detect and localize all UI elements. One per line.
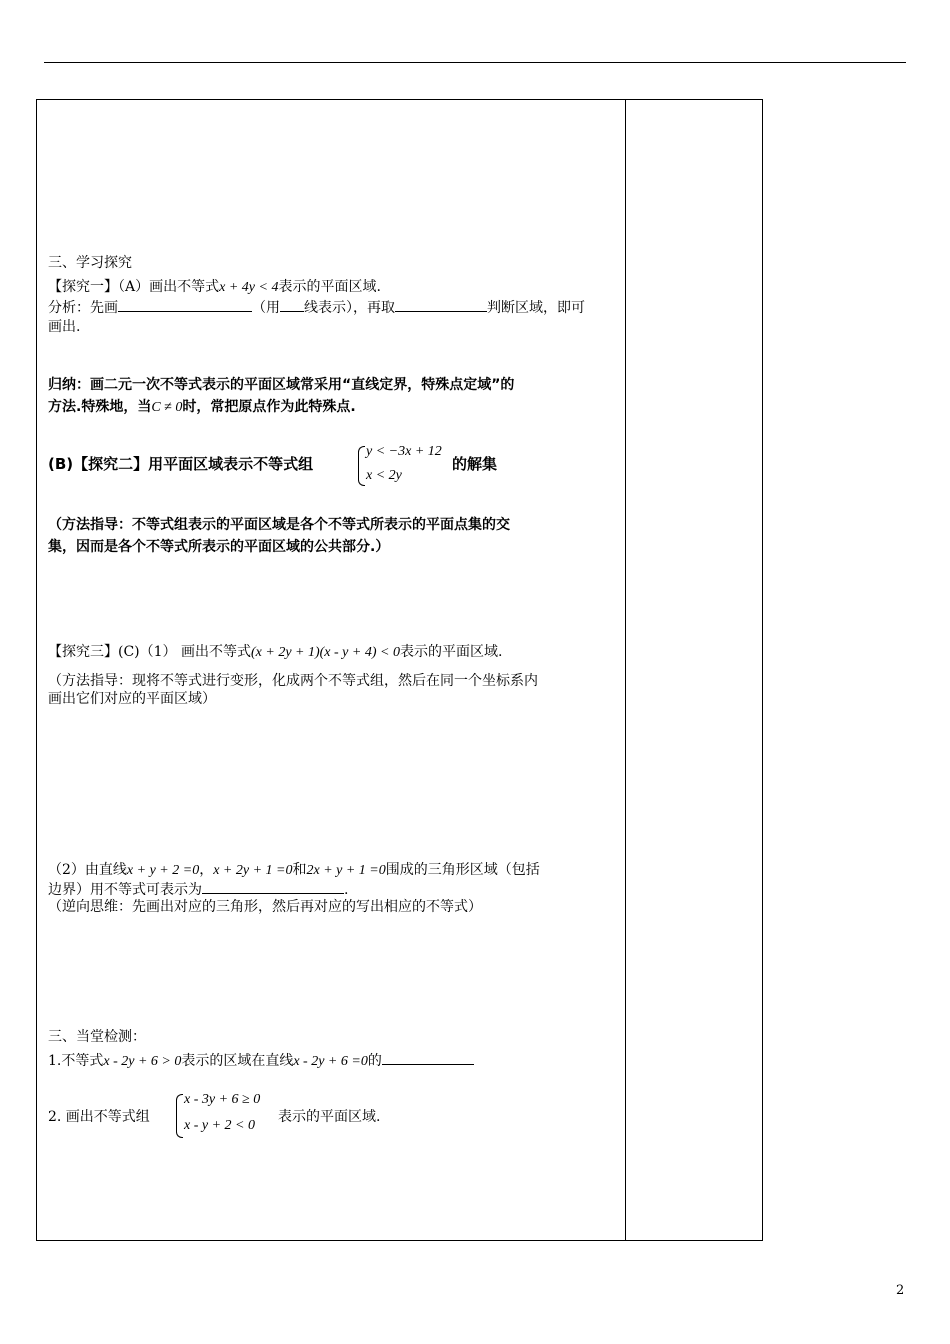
page-number: 2 — [896, 1283, 905, 1298]
question-expr: x - 2y + 6 =0 — [293, 1054, 368, 1069]
part-two-text: 围成的三角形区域（包括 — [385, 862, 540, 878]
summary-text: 方法.特殊地，当 — [48, 399, 152, 415]
system-brace-2 — [176, 1094, 183, 1138]
summary-line-1: 归纳：画二元一次不等式表示的平面区域常采用“直线定界，特殊点定域”的 — [48, 377, 515, 393]
analysis-line — [48, 298, 585, 317]
analysis-text: （用 — [252, 300, 280, 316]
system2-inequality-2: x - y + 2 < 0 — [184, 1118, 255, 1133]
line-equation-2: x + 2y + 1 =0 — [213, 863, 293, 878]
check-question-2-suffix: 表示的平面区域. — [278, 1109, 381, 1125]
question-text: 1.不等式 — [48, 1053, 104, 1069]
analysis-text: 判断区域，即可 — [487, 300, 585, 316]
method-guide-3: （方法指导：现将不等式进行变形，化成两个不等式组，然后在同一个坐标系内 — [48, 673, 538, 689]
answer-blank-5[interactable] — [382, 1051, 474, 1065]
analysis-text: 线表示），再取 — [304, 300, 395, 316]
answer-blank-4[interactable] — [202, 880, 344, 894]
exploration-one-tail: 表示的平面区域. — [278, 279, 381, 295]
question-expr: x - 2y + 6 > 0 — [103, 1054, 182, 1069]
exploration-one-text: （A）画出不等式 — [118, 279, 220, 295]
part-two-text: 和 — [292, 862, 307, 878]
answer-blank-1[interactable] — [118, 298, 252, 312]
part-two-text: ， — [199, 862, 214, 878]
summary-math: C ≠ 0 — [151, 400, 183, 415]
exploration-three — [48, 643, 502, 662]
check-question-1 — [48, 1051, 474, 1071]
answer-blank-2[interactable] — [280, 298, 304, 312]
exploration-two-suffix: 的解集 — [452, 455, 498, 473]
part-two-text: （2）由直线 — [48, 862, 127, 878]
method-guide-4: 画出它们对应的平面区域） — [48, 691, 216, 707]
table-column-divider — [625, 99, 626, 1241]
line-equation-3: 2x + y + 1 =0 — [306, 863, 386, 878]
question-text: 表示的区域在直线 — [181, 1053, 294, 1069]
question-text: 的 — [367, 1053, 382, 1069]
section-title-check: 三、当堂检测： — [48, 1029, 146, 1045]
part-two-line — [48, 861, 540, 880]
exploration-one-tag: 【探究一】 — [48, 279, 118, 295]
method-guide-2: 集，因而是各个不等式所表示的平面区域的公共部分.） — [48, 539, 390, 555]
exploration-three-tail: 表示的平面区域. — [399, 644, 503, 660]
method-guide-1: （方法指导：不等式组表示的平面区域是各个不等式所表示的平面点集的交 — [48, 517, 510, 533]
summary-line-2 — [48, 398, 356, 417]
reverse-thinking-hint: （逆向思维：先画出对应的三角形，然后再对应的写出相应的不等式） — [48, 899, 482, 915]
exploration-two-prefix: (B)【探究二】用平面区域表示不等式组 — [48, 455, 314, 473]
exploration-one — [48, 278, 381, 297]
section-title-study: 三、学习探究 — [48, 255, 132, 271]
answer-blank-3[interactable] — [395, 298, 487, 312]
exploration-three-expr: (x + 2y + 1)(x - y + 4) < 0 — [251, 645, 400, 660]
check-question-2-prefix: 2. 画出不等式组 — [48, 1109, 150, 1125]
analysis-line-2: 画出. — [48, 319, 81, 335]
part-two-text: 边界）用不等式可表示为 — [48, 882, 202, 898]
system2-inequality-1: x - 3y + 6 ≥ 0 — [184, 1092, 261, 1107]
analysis-text: 分析：先画 — [48, 300, 118, 316]
system-inequality-1: y < −3x + 12 — [366, 444, 442, 459]
exploration-one-expr: x + 4y < 4 — [219, 280, 279, 295]
system-inequality-2: x < 2y — [366, 468, 402, 483]
system-brace — [358, 446, 365, 486]
line-equation-1: x + y + 2 =0 — [126, 863, 200, 878]
header-rule — [44, 62, 906, 63]
exploration-three-text: 【探究三】(C)（1） 画出不等式 — [48, 644, 251, 660]
summary-text: 时，常把原点作为此特殊点. — [182, 399, 356, 415]
part-two-text: . — [344, 882, 349, 898]
part-two-line-2 — [48, 880, 348, 899]
